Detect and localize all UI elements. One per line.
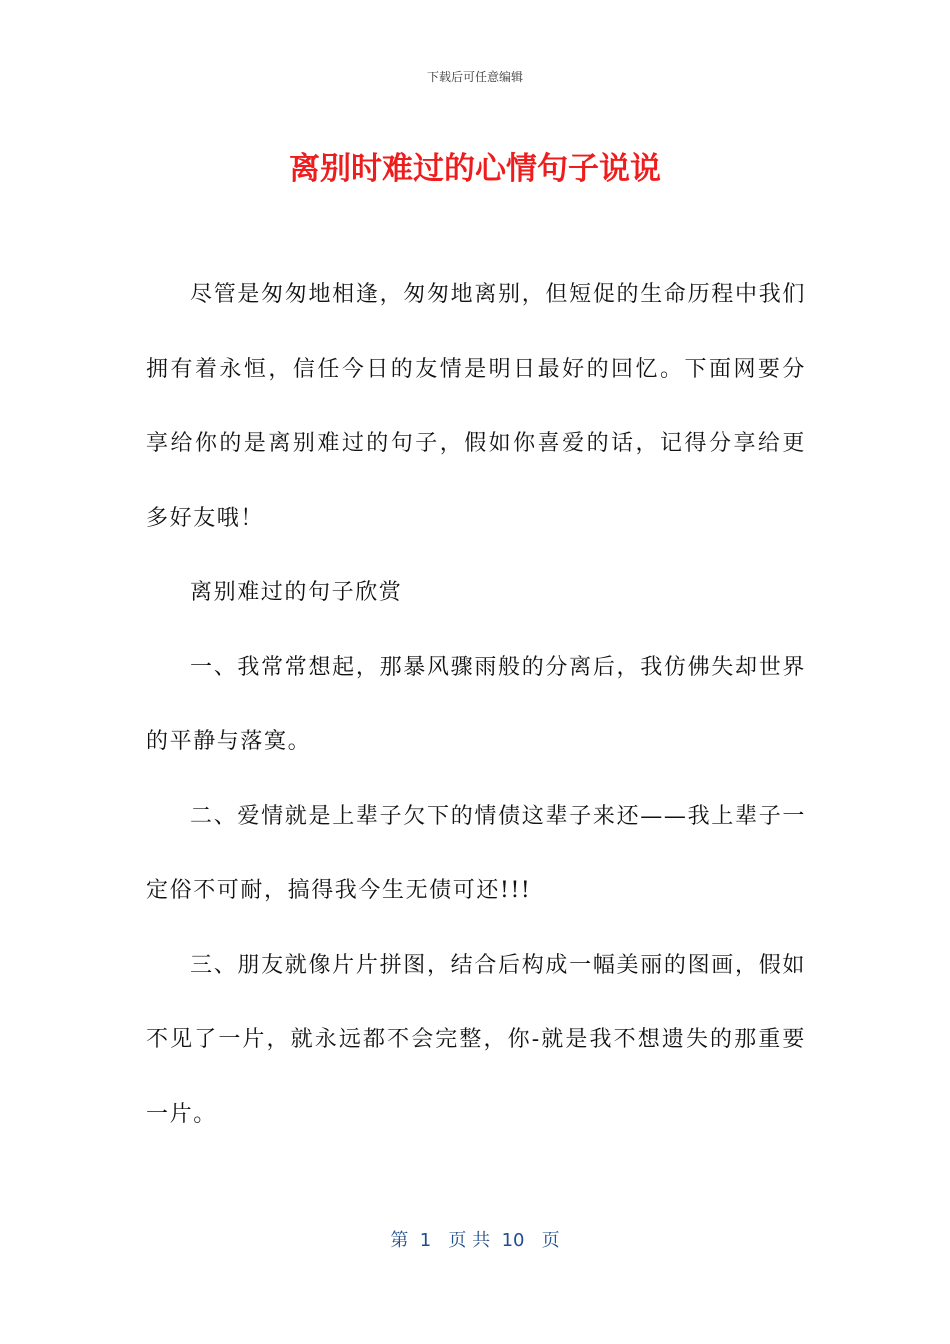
document-title: 离别时难过的心情句子说说	[289, 151, 661, 187]
page-number-footer: 第 1 页 共 10 页	[390, 1230, 560, 1251]
paragraph-item-1: 一、我常常想起，那暴风骤雨般的分离后，我仿佛失却世界的平静与落寞。	[146, 654, 806, 754]
paragraph-intro: 尽管是匆匆地相逢，匆匆地离别，但短促的生命历程中我们拥有着永恒，信任今日的友情是明日最好的回忆。下面网要分享给你的是离别难过的句子，假如你喜爱的话，记得分享给更多好友哦！	[146, 282, 806, 531]
paragraph-section-heading: 离别难过的句子欣赏	[190, 580, 403, 605]
document-body	[146, 258, 806, 1152]
paragraph-item-2: 二、爱情就是上辈子欠下的情债这辈子来还——我上辈子一定俗不可耐，搞得我今生无债可还!!!	[146, 803, 806, 903]
paragraph-item-3: 三、朋友就像片片拼图，结合后构成一幅美丽的图画，假如不见了一片，就永远都不会完整，你-就是我不想遗失的那重要一片。	[146, 952, 806, 1127]
header-note: 下载后可任意编辑	[426, 70, 523, 84]
